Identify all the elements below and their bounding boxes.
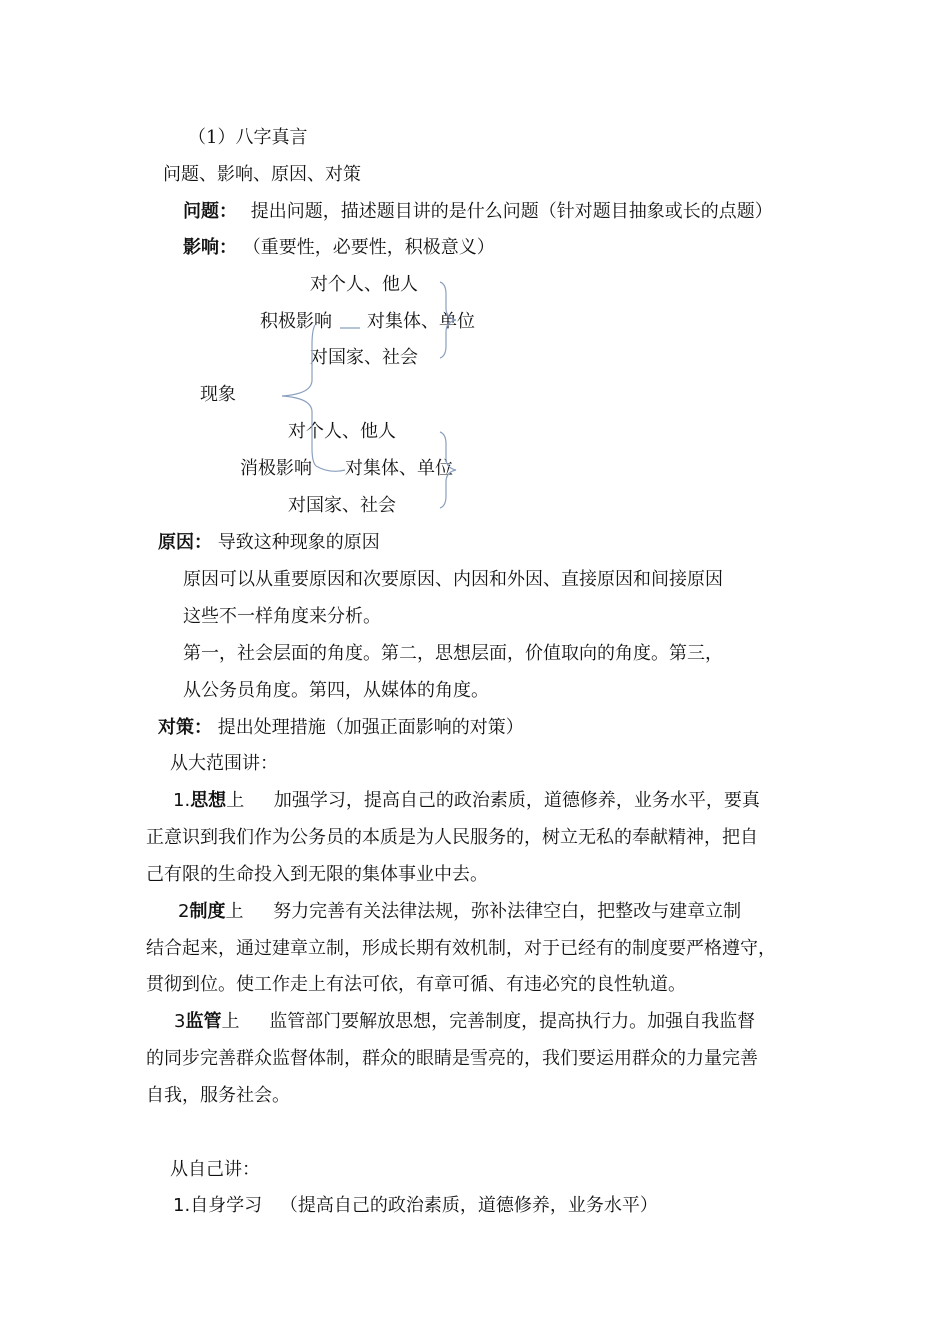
negative-item-1: 对个人、他人: [288, 421, 396, 442]
measure-item-3-line-2: 的同步完善群众监督体制，群众的眼睛是雪亮的，我们要运用群众的力量完善: [146, 1048, 758, 1069]
measure-item-3: [174, 1010, 755, 1034]
negative-impact-label: 消极影响: [240, 458, 312, 479]
broad-heading: 从大范围讲：: [170, 753, 278, 774]
self-heading: 从自己讲：: [170, 1159, 260, 1180]
impact-text: （重要性，必要性，积极意义）: [242, 237, 495, 258]
cause-label: 原因：: [158, 532, 212, 553]
measure-item-2-line-2: 结合起来，通过建章立制，形成长期有效机制，对于已经有的制度要严格遵守，: [146, 938, 776, 959]
cause-detail-2: 这些不一样角度来分析。: [183, 606, 381, 627]
measure-item-2-line-1: 努力完善有关法律法规，弥补法律空白，把整改与建章立制: [273, 901, 742, 922]
positive-impact-label: 积极影响: [260, 311, 332, 332]
positive-item-2: 对集体、单位: [367, 311, 475, 332]
negative-connector: [316, 466, 345, 471]
measure-item-2-key: 制度: [189, 901, 226, 922]
self-item-1-num: 1.: [173, 1195, 191, 1216]
measure-item-3-num: 3: [174, 1011, 186, 1032]
measure-item-1: [173, 789, 760, 813]
problem-text: 提出问题，描述题目讲的是什么问题（针对题目抽象或长的点题）: [250, 201, 773, 222]
section-title: （1）八字真言: [188, 127, 308, 148]
measure-item-2-num: 2: [178, 901, 190, 922]
self-item-1-text: 自身学习: [190, 1195, 263, 1216]
measure-line: [158, 716, 524, 740]
measure-item-1-line-3: 己有限的生命投入到无限的集体事业中去。: [146, 864, 488, 885]
eight-words-line: 问题、影响、原因、对策: [163, 164, 361, 185]
measure-item-1-line-2: 正意识到我们作为公务员的本质是为人民服务的，树立无私的奉献精神，把自: [146, 827, 758, 848]
self-item-1: [173, 1194, 658, 1218]
measure-item-3-key: 监管: [185, 1011, 222, 1032]
measure-item-2: [178, 900, 741, 924]
problem-label: 问题：: [183, 201, 237, 222]
self-item-1-detail: （提高自己的政治素质，道德修养，业务水平）: [279, 1195, 658, 1216]
positive-item-1: 对个人、他人: [310, 274, 418, 295]
cause-detail-1: 原因可以从重要原因和次要原因、内因和外因、直接原因和间接原因: [183, 569, 723, 590]
positive-item-3: 对国家、社会: [310, 347, 418, 368]
negative-item-2: 对集体、单位: [345, 458, 453, 479]
cause-line: [158, 531, 380, 555]
measure-item-2-suffix: 上: [225, 901, 244, 922]
measure-item-2-line-3: 贯彻到位。使工作走上有法可依，有章可循、有违必究的良性轨道。: [146, 974, 686, 995]
measure-label: 对策：: [158, 717, 212, 738]
measure-item-1-num: 1.: [173, 790, 191, 811]
measure-item-3-line-3: 自我，服务社会。: [146, 1085, 290, 1106]
problem-line: [183, 200, 773, 224]
cause-detail-3: 第一，社会层面的角度。第二，思想层面，价值取向的角度。第三，: [183, 643, 723, 664]
diagram-root: 现象: [200, 384, 236, 405]
measure-item-1-suffix: 上: [226, 790, 245, 811]
measure-item-3-suffix: 上: [221, 1011, 240, 1032]
impact-label: 影响：: [183, 237, 237, 258]
measure-item-3-line-1: 监管部门要解放思想，完善制度，提高执行力。加强自我监督: [269, 1011, 756, 1032]
measure-text: 提出处理措施（加强正面影响的对策）: [217, 717, 524, 738]
cause-text: 导致这种现象的原因: [217, 532, 380, 553]
measure-item-1-line-1: 加强学习，提高自己的政治素质，道德修养，业务水平，要真: [273, 790, 760, 811]
negative-item-3: 对国家、社会: [288, 495, 396, 516]
cause-detail-4: 从公务员角度。第四，从媒体的角度。: [183, 680, 489, 701]
measure-item-1-key: 思想: [190, 790, 227, 811]
impact-line: [183, 236, 495, 260]
